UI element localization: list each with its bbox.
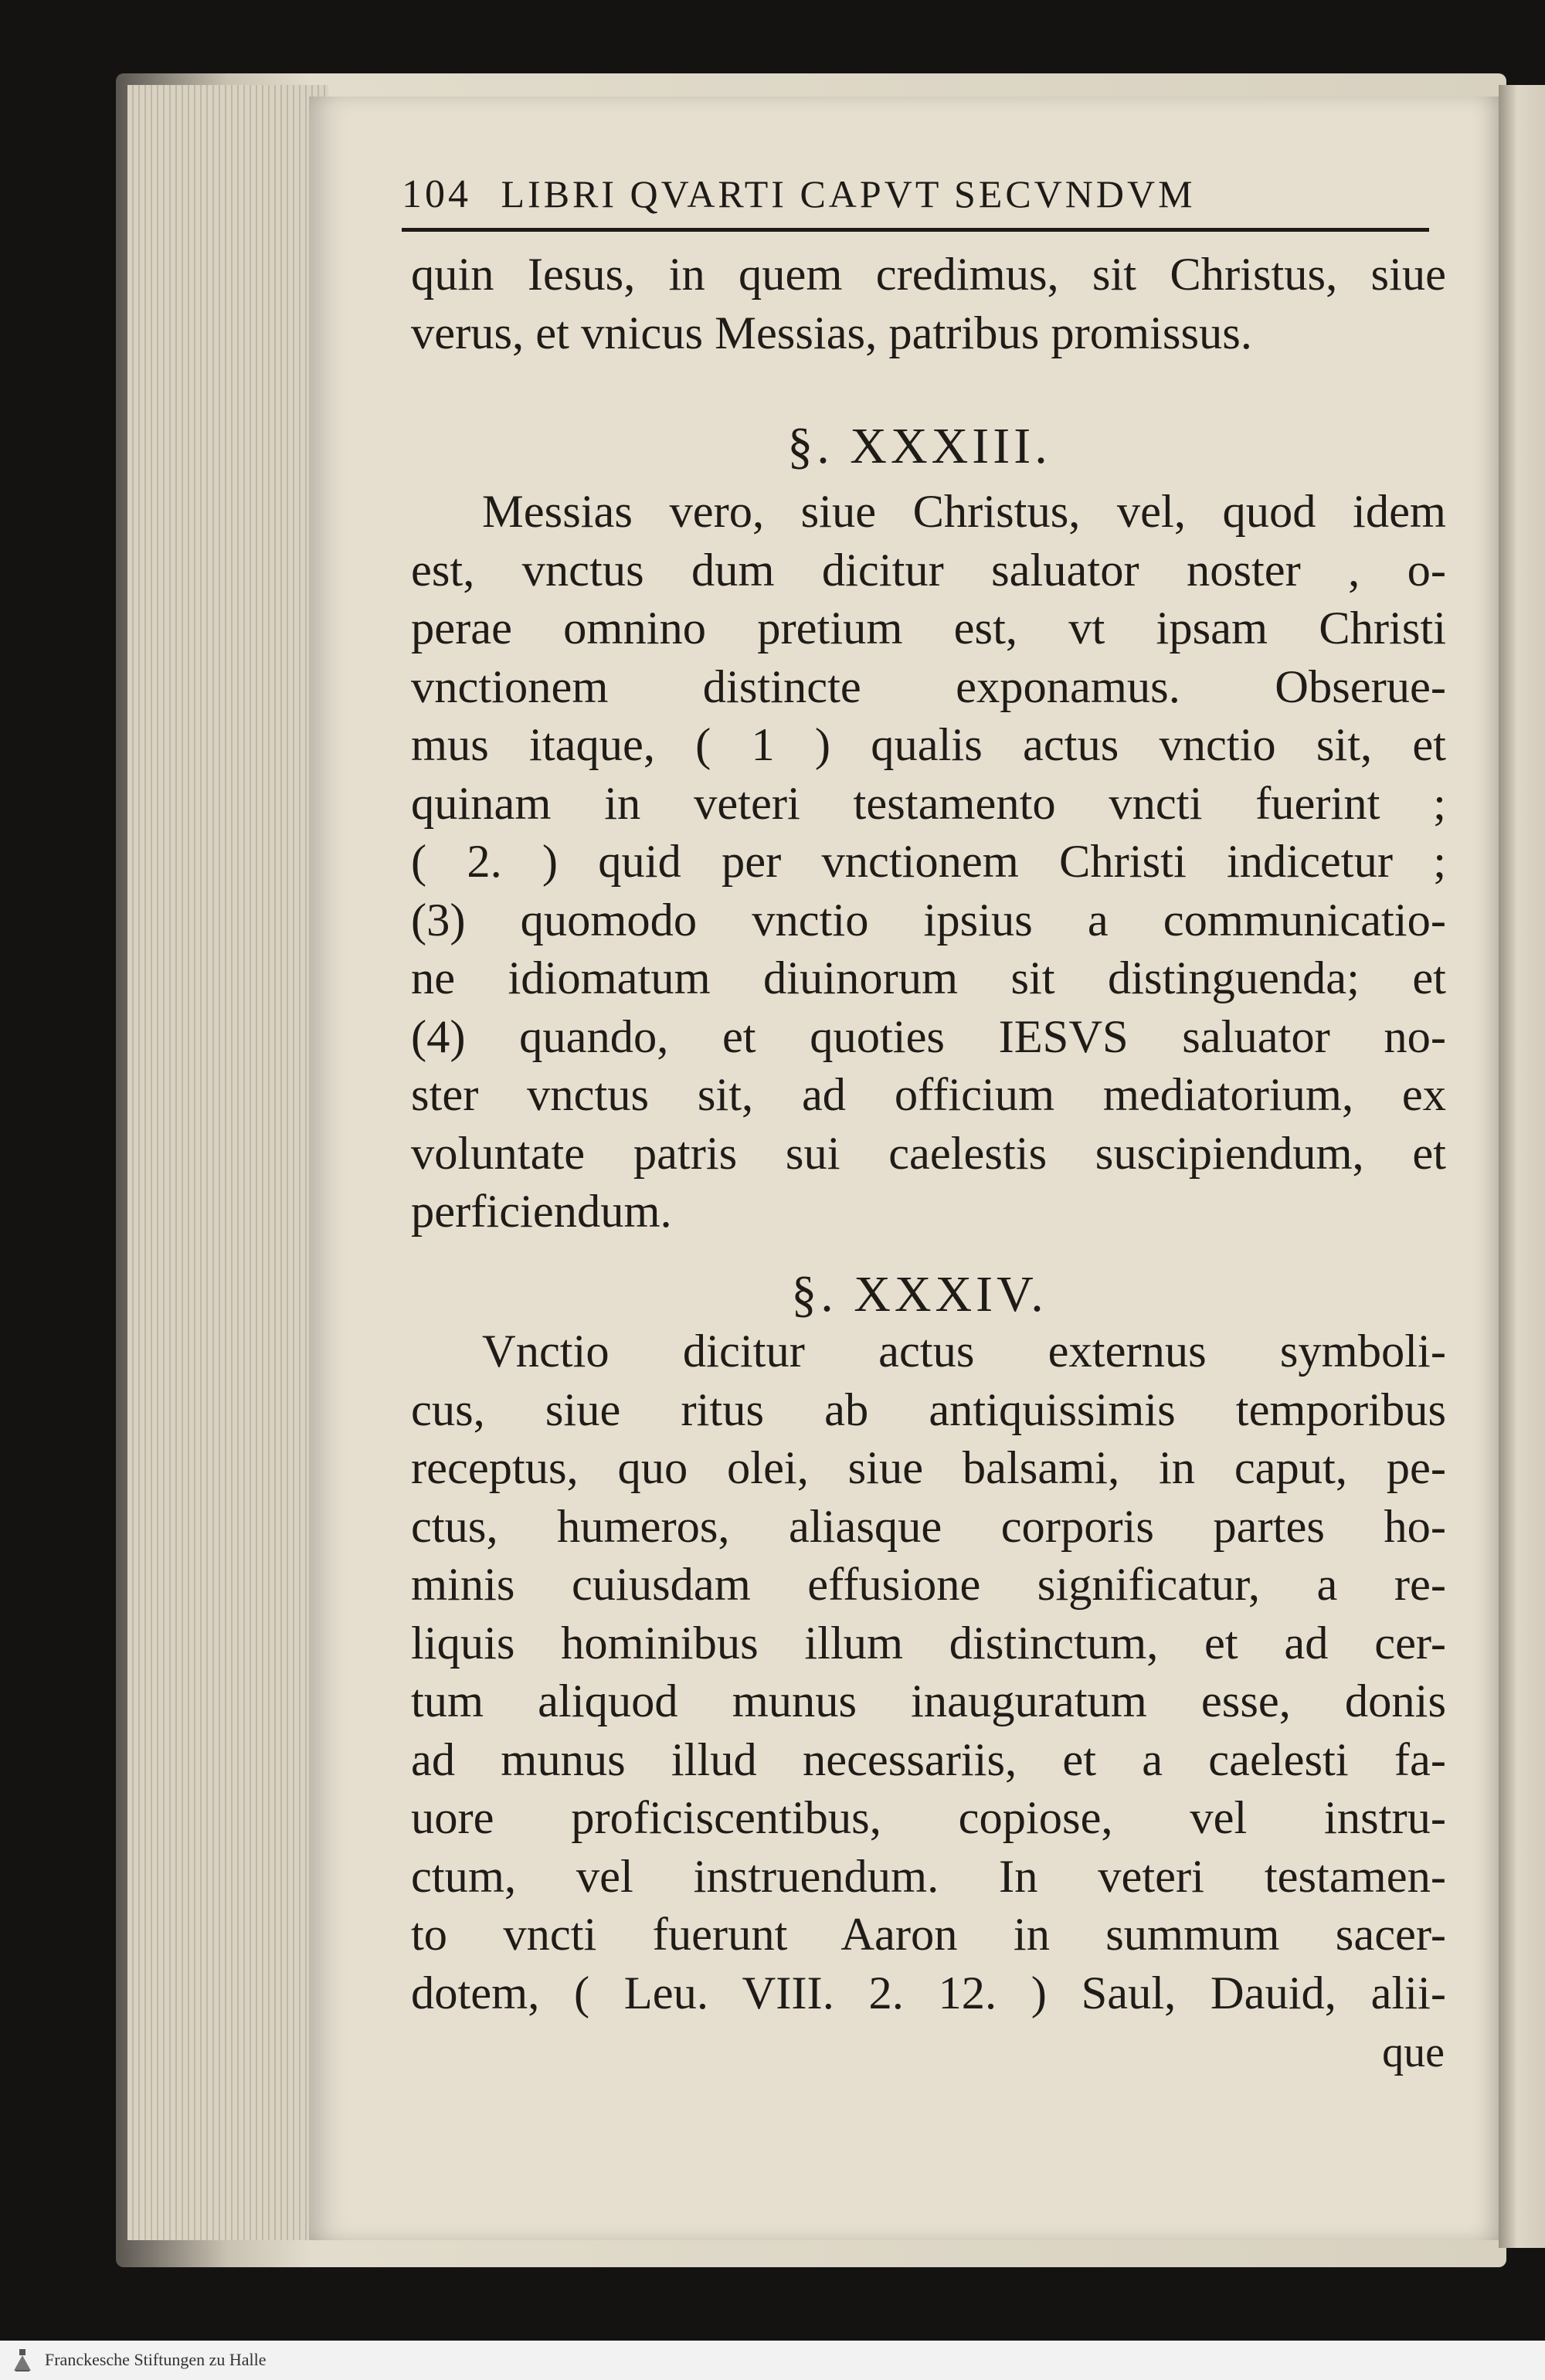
text-line: (4) quando, et quoties IESVS saluator no- [411,1010,1446,1063]
footer-bar [0,2341,1545,2380]
text-line: est, vnctus dum dicitur saluator noster , o- [411,544,1446,596]
catchword: que [1382,2029,1445,2076]
institution-logo-icon [9,2347,36,2373]
intro-paragraph [411,246,1446,362]
text-line: ctum, vel instruendum. In veteri testamen- [411,1850,1446,1903]
text-line: quinam in veteri testamento vncti fuerint ; [411,777,1446,830]
text-line: ad munus illud necessariis, et a caelesti fa- [411,1733,1446,1786]
text-line: receptus, quo olei, siue balsami, in caput, pe- [411,1442,1446,1494]
text-line: ( 2. ) quid per vnctionem Christi indicetur ; [411,836,1446,888]
text-line: (3) quomodo vnctio ipsius a communicatio- [411,894,1446,946]
text-line: mus itaque, ( 1 ) qualis actus vnctio sit, et [411,719,1446,771]
text-line: perae omnino pretium est, vt ipsam Christi [411,603,1446,654]
footer-institution: Franckesche Stiftungen zu Halle [45,2350,267,2369]
text-line: liquis hominibus illum distinctum, et ad cer- [411,1617,1446,1669]
text-line: verus, et vnicus Messias, patribus promissus. [411,307,1252,359]
facing-page-edge [1499,85,1545,2248]
text-line: ne idiomatum diuinorum sit distinguenda; et [411,952,1446,1004]
running-title: LIBRI QVARTI CAPVT SECVNDVM [501,172,1196,216]
header-rule [402,228,1429,232]
text-line: ster vnctus sit, ad officium mediatorium, ex [411,1069,1446,1121]
page-number: 104 [402,172,471,216]
text-line: perficiendum. [411,1186,672,1238]
text-line: uore proficiscentibus, copiose, vel instru- [411,1792,1446,1844]
section-heading: §. XXXIII. [787,418,1051,474]
text-line: ctus, humeros, aliasque corporis partes ho- [411,1500,1446,1553]
text-line: dotem, ( Leu. VIII. 2. 12. ) Saul, Dauid, alii- [411,1967,1446,2019]
text-line: tum aliquod munus inauguratum esse, donis [411,1676,1446,1727]
text-line: voluntate patris sui caelestis suscipiendum, et [411,1127,1446,1180]
text-line: minis cuiusdam effusione significatur, a re- [411,1559,1446,1611]
running-header [402,171,1429,218]
text-line: cus, siue ritus ab antiquissimis temporibus [411,1384,1446,1436]
section-paragraph [411,483,1446,1241]
text-line: to vncti fuerunt Aaron in summum sacer- [411,1909,1446,1961]
text-line: quin Iesus, in quem credimus, sit Christus, siue [411,249,1446,300]
text-line: Vnctio dicitur actus externus symboli- [482,1326,1446,1377]
text-line: vnctionem distincte exponamus. Obserue- [411,660,1446,713]
section-heading: §. XXXIV. [791,1266,1048,1322]
page-stack-edge [127,85,328,2240]
text-line: Messias vero, siue Christus, vel, quod idem [482,486,1446,538]
section-paragraph [411,1322,1446,2022]
